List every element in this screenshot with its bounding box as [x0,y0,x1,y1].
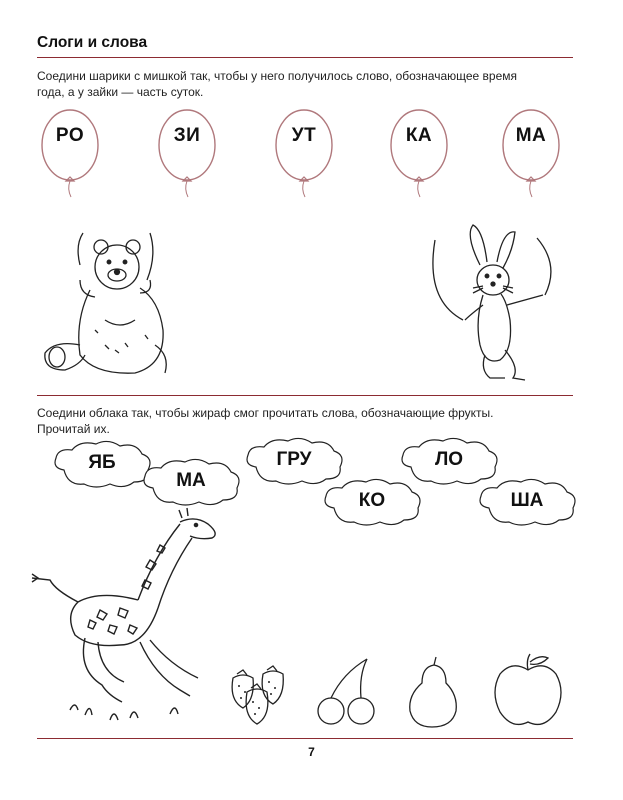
bear-illustration [35,225,175,385]
task2-instruction [37,405,577,437]
balloon-syllable: МА [515,125,547,146]
task2-instruction-line2: Прочитай их. [37,422,110,436]
cloud-syllable: ША [510,490,544,511]
balloon-ma[interactable] [491,105,571,200]
apple-illustration [490,652,565,732]
balloon-syllable: ЗИ [173,125,201,146]
cloud-ko[interactable] [322,478,422,526]
cloud-yab[interactable] [52,440,152,488]
footer-divider [37,738,573,739]
page-number: 7 [308,745,315,759]
title-divider [37,57,573,58]
balloon-icon [30,105,110,200]
giraffe-illustration [30,510,230,730]
cloud-sha[interactable] [477,478,577,526]
cloud-syllable: ГРУ [276,449,312,470]
cloud-syllable: ЛО [434,449,464,470]
cherry-illustration [315,655,385,730]
cloud-syllable: ЯБ [88,452,116,473]
cloud-syllable: МА [176,470,206,491]
balloon-ut[interactable] [264,105,344,200]
hare-illustration [425,220,565,390]
task1-instruction [37,68,577,100]
balloon-syllable: УТ [291,125,317,146]
balloon-syllable: РО [55,125,85,146]
balloon-zi[interactable] [147,105,227,200]
balloon-icon [264,105,344,200]
task1-instruction-line1: Соедини шарики с мишкой так, чтобы у него получилось слово, обозначающее время [37,69,518,83]
task1-instruction-line2: года, а у зайки — часть суток. [37,85,204,99]
balloon-syllable: КА [405,125,433,146]
pear-illustration [400,655,465,730]
balloon-ka[interactable] [379,105,459,200]
balloon-icon [491,105,571,200]
page-title: Слоги и слова [37,34,148,51]
balloon-icon [147,105,227,200]
cloud-syllable: КО [358,490,386,511]
section-divider [37,395,573,396]
strawberry-illustration [225,660,305,730]
task2-instruction-line1: Соедини облака так, чтобы жираф смог прочитать слова, обозначающие фрукты. [37,406,494,420]
balloon-ro[interactable] [30,105,110,200]
balloon-icon [379,105,459,200]
cloud-ma[interactable] [141,458,241,506]
